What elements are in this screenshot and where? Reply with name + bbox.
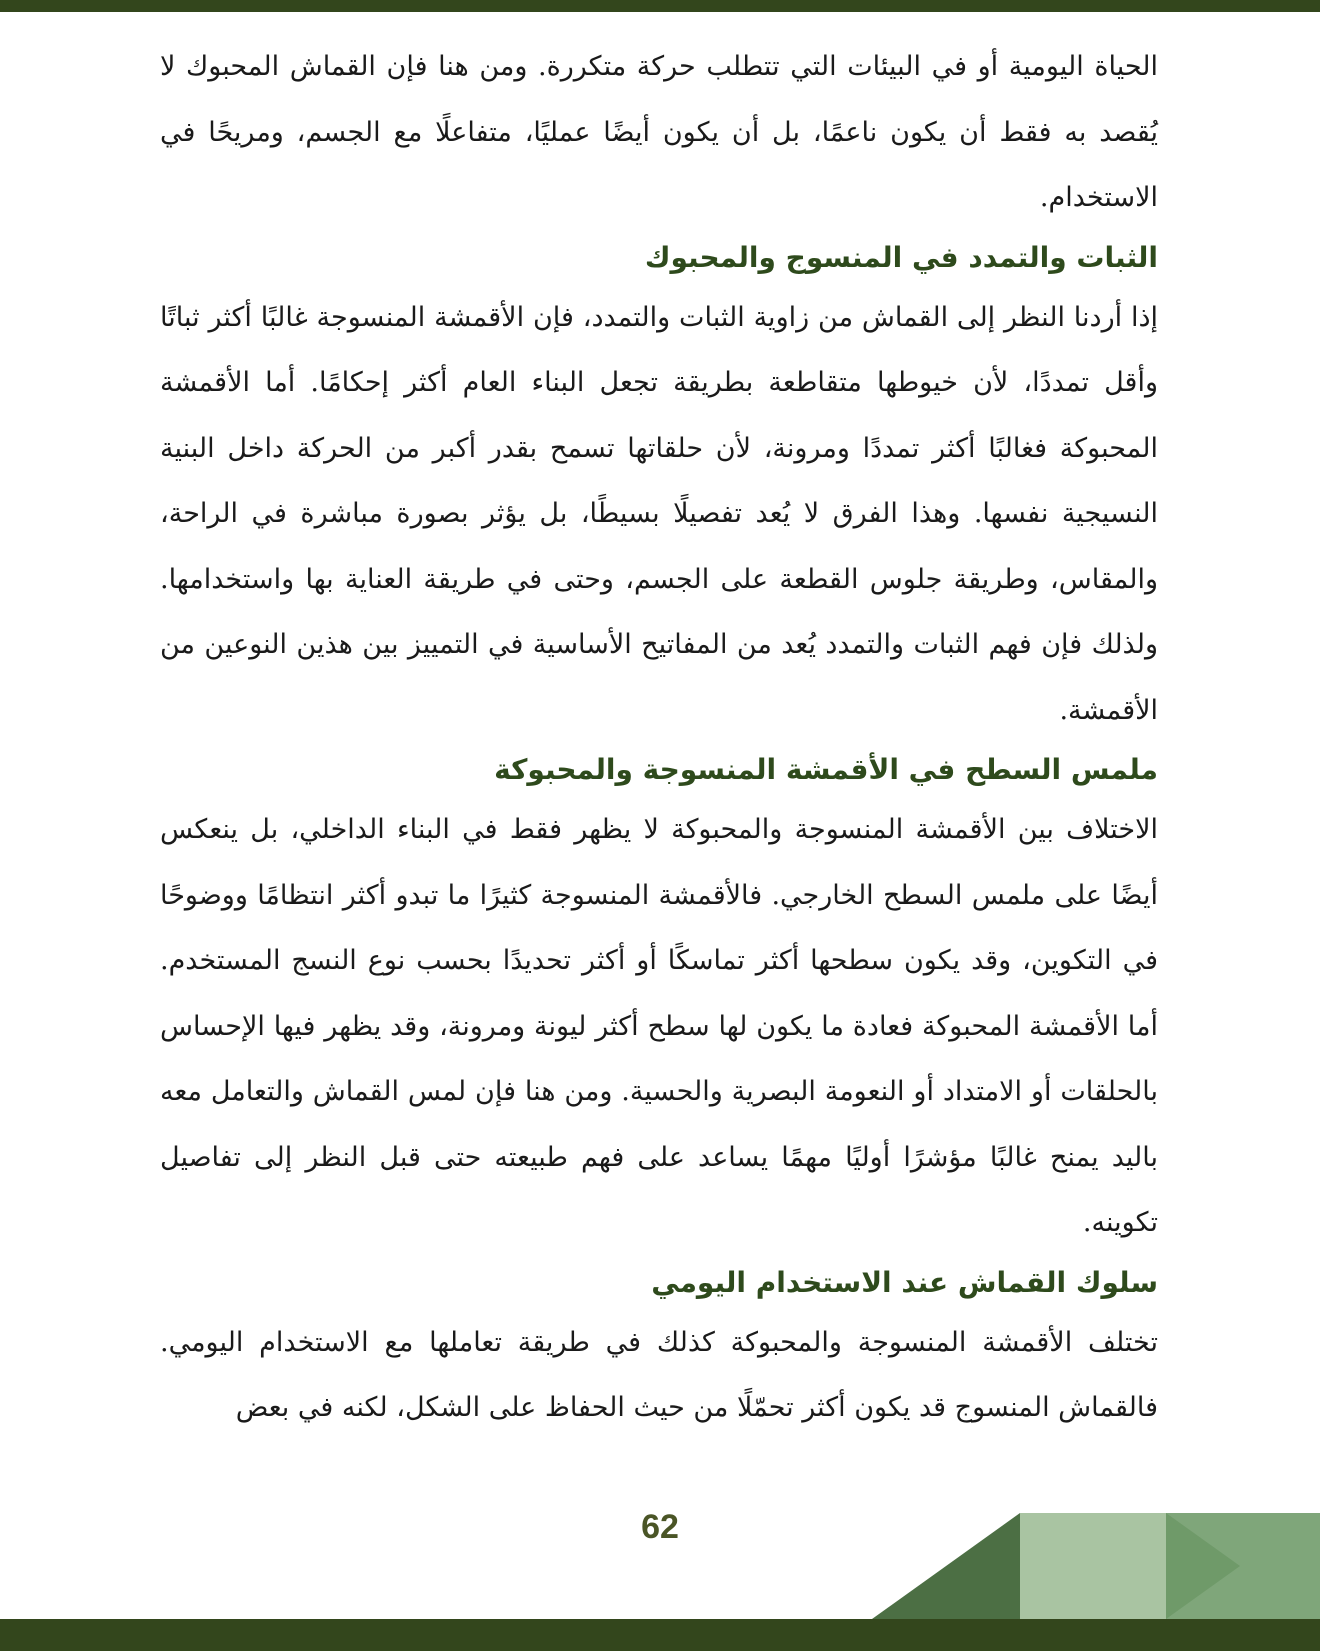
corner-mid-panel	[1166, 1513, 1320, 1619]
paragraph: الحياة اليومية أو في البيئات التي تتطلب حركة متكررة. ومن هنا فإن القماش المحبوك لا يُقصد به فقط أن يكون ناعمًا، بل أن يكون أيضًا عمليًا، متفاعلًا مع الجسم، ومريحًا في الاستخدام.	[160, 51, 1158, 213]
section-heading: سلوك القماش عند الاستخدام اليومي	[651, 1265, 1158, 1299]
section-heading: ملمس السطح في الأقمشة المنسوجة والمحبوكة	[494, 753, 1158, 786]
corner-dark-strip	[872, 1513, 1100, 1619]
top-border-bar	[0, 0, 1320, 12]
page-content	[160, 34, 1158, 1441]
corner-light-panel	[1020, 1513, 1166, 1619]
page-number: 62	[641, 1508, 679, 1546]
paragraph: إذا أردنا النظر إلى القماش من زاوية الثبات والتمدد، فإن الأقمشة المنسوجة غالبًا أكثر ثباتًا وأقل تمددًا، لأن خيوطها متقاطعة بطريقة تجعل البناء العام أكثر إحكامًا. أما الأقمشة المحبوكة فغالبًا أكثر تمددًا ومرونة، لأن حلقاتها تسمح بقدر أكبر من الحركة داخل البنية النسيجية نفسها. وهذا الفرق لا يُعد تفصيلًا بسيطًا، بل يؤثر بصورة مباشرة في الراحة، والمقاس، وطريقة جلوس القطعة على الجسم، وحتى في طريقة العناية بها واستخدامها. ولذلك فإن فهم الثبات والتمدد يُعد من المفاتيح الأساسية في التمييز بين هذين النوعين من الأقمشة.	[160, 301, 1158, 726]
paragraph: تختلف الأقمشة المنسوجة والمحبوكة كذلك في طريقة تعاملها مع الاستخدام اليومي. فالقماش المنسوج قد يكون أكثر تحمّلًا من حيث الحفاظ على الشكل، لكنه في بعض	[160, 1326, 1158, 1423]
bottom-border-bar	[0, 1619, 1320, 1651]
section-heading: الثبات والتمدد في المنسوج والمحبوك	[644, 240, 1158, 274]
corner-arrow	[1166, 1513, 1240, 1619]
paragraph: الاختلاف بين الأقمشة المنسوجة والمحبوكة لا يظهر فقط في البناء الداخلي، بل ينعكس أيضًا على ملمس السطح الخارجي. فالأقمشة المنسوجة كثيرًا ما تبدو أكثر انتظامًا ووضوحًا في التكوين، وقد يكون سطحها أكثر تماسكًا أو أكثر تحديدًا بحسب نوع النسج المستخدم. أما الأقمشة المحبوكة فعادة ما يكون لها سطح أكثر ليونة ومرونة، وقد يظهر فيها الإحساس بالحلقات أو الامتداد أو النعومة البصرية والحسية. ومن هنا فإن لمس القماش والتعامل معه باليد يمنح غالبًا مؤشرًا أوليًا مهمًا يساعد على فهم طبيعته حتى قبل النظر إلى تفاصيل تكوينه.	[160, 814, 1158, 1238]
